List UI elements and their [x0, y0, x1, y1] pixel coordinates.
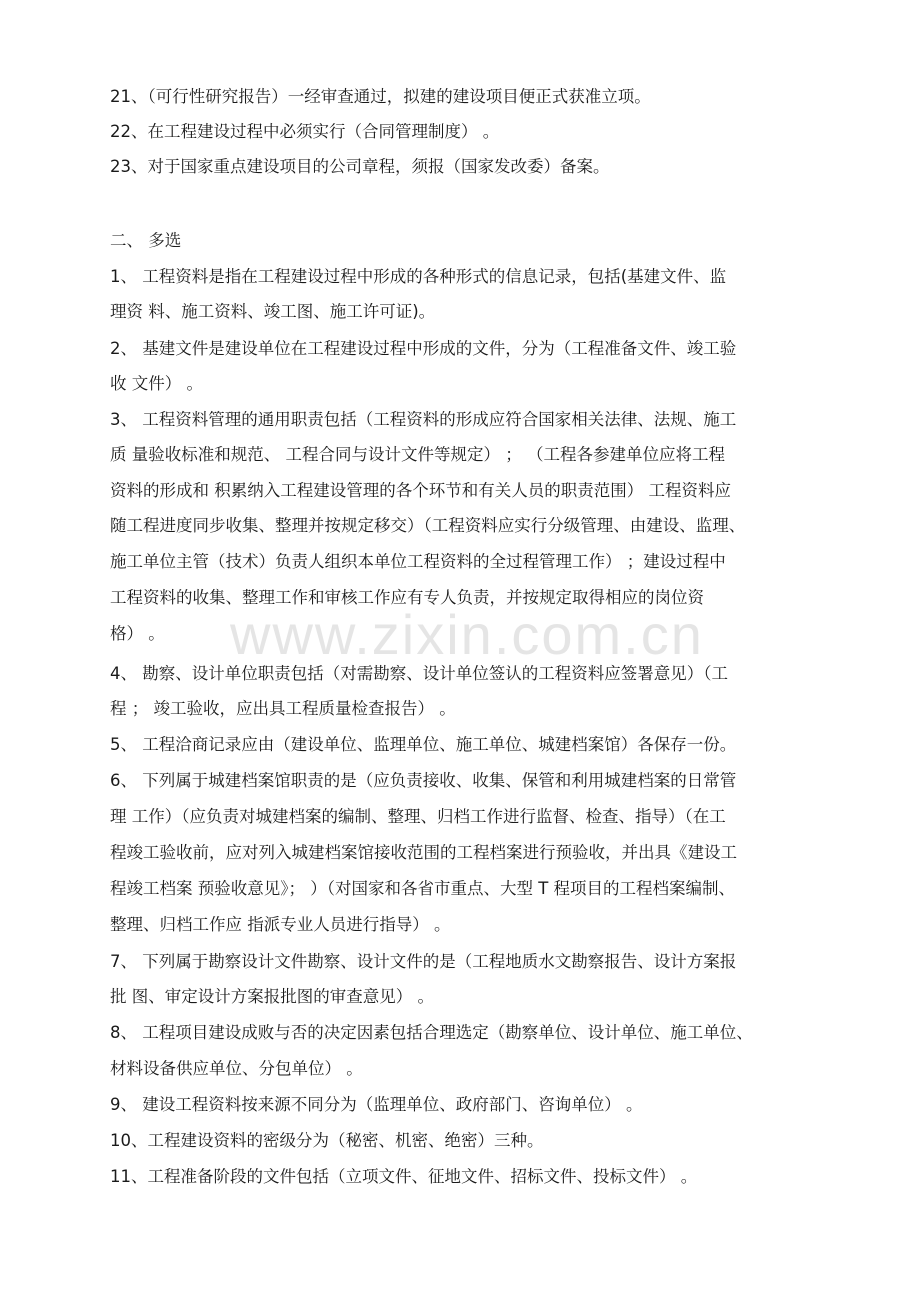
text-line: 6、 下列属于城建档案馆职责的是（应负责接收、收集、保管和利用城建档案的日常管 [110, 771, 737, 790]
text-line: 3、 工程资料管理的通用职责包括（工程资料的形成应符合国家相关法律、法规、施工 [110, 410, 737, 429]
text-line: 1、 工程资料是指在工程建设过程中形成的各种形式的信息记录，包括(基建文件、监 [110, 267, 727, 286]
text-line: 随工程进度同步收集、整理并按规定移交）（工程资料应实行分级管理、由建设、监理、 [110, 516, 746, 535]
text-line: 程竣工档案 预验收意见》； ）（对国家和各省市重点、大型 T 程项目的工程档案编制、 [110, 879, 736, 898]
text-line: 4、 勘察、设计单位职责包括（对需勘察、设计单位签认的工程资料应签署意见）（工 [110, 664, 728, 683]
text-line: 理资 料、施工资料、竣工图、施工许可证)。 [110, 302, 436, 321]
text-line: 8、 工程项目建设成败与否的决定因素包括合理选定（勘察单位、设计单位、施工单位、 [110, 1023, 753, 1042]
text-line: 10、工程建设资料的密级分为（秘密、机密、绝密）三种。 [110, 1131, 544, 1150]
watermark: www.zixin.com.cn [230, 603, 704, 666]
text-line: 批 图、审定设计方案报批图的审查意见） 。 [110, 987, 434, 1006]
text-line: 程 ； 竣工验收，应出具工程质量检查报告） 。 [110, 699, 456, 718]
text-line: 7、 下列属于勘察设计文件勘察、设计文件的是（工程地质水文勘察报告、设计方案报 [110, 952, 737, 971]
text-line: 工程资料的收集、整理工作和审核工作应有专人负责，并按规定取得相应的岗位资 [110, 588, 704, 607]
text-line: 材料设备供应单位、分包单位） 。 [110, 1059, 363, 1078]
section-heading: 二、 多选 [110, 231, 182, 250]
text-line: 2、 基建文件是建设单位在工程建设过程中形成的文件，分为（工程准备文件、竣工验 [110, 339, 737, 358]
text-line: 收 文件） 。 [110, 374, 203, 393]
text-line-22: 22、在工程建设过程中必须实行（合同管理制度） 。 [110, 122, 500, 141]
text-line: 整理、归档工作应 指派专业人员进行指导） 。 [110, 915, 451, 934]
text-line: 9、 建设工程资料按来源不同分为（监理单位、政府部门、咨询单位） 。 [110, 1095, 643, 1114]
text-line: 5、 工程洽商记录应由（建设单位、监理单位、施工单位、城建档案馆）各保存一份。 [110, 735, 737, 754]
text-line: 11、工程准备阶段的文件包括（立项文件、征地文件、招标文件、投标文件） 。 [110, 1167, 698, 1186]
text-line: 施工单位主管（技术）负责人组织本单位工程资料的全过程管理工作） ；建设过程中 [110, 552, 726, 571]
text-line: 格） 。 [110, 624, 165, 643]
text-line-21: 21、（可行性研究报告）一经审查通过，拟建的建设项目便正式获准立项。 [110, 87, 651, 106]
text-line: 质 量验收标准和规范、 工程合同与设计文件等规定） ； （工程各参建单位应将工程 [110, 445, 725, 464]
text-line: 资料的形成和 积累纳入工程建设管理的各个环节和有关人员的职责范围） 工程资料应 [110, 481, 731, 500]
text-line: 程竣工验收前，应对列入城建档案馆接收范围的工程档案进行预验收，并出具《建设工 [110, 843, 737, 862]
text-line: 理 工作）（应负责对城建档案的编制、整理、归档工作进行监督、检查、指导）（在工 [110, 807, 726, 826]
text-line-23: 23、对于国家重点建设项目的公司章程，须报（国家发改委）备案。 [110, 157, 610, 176]
